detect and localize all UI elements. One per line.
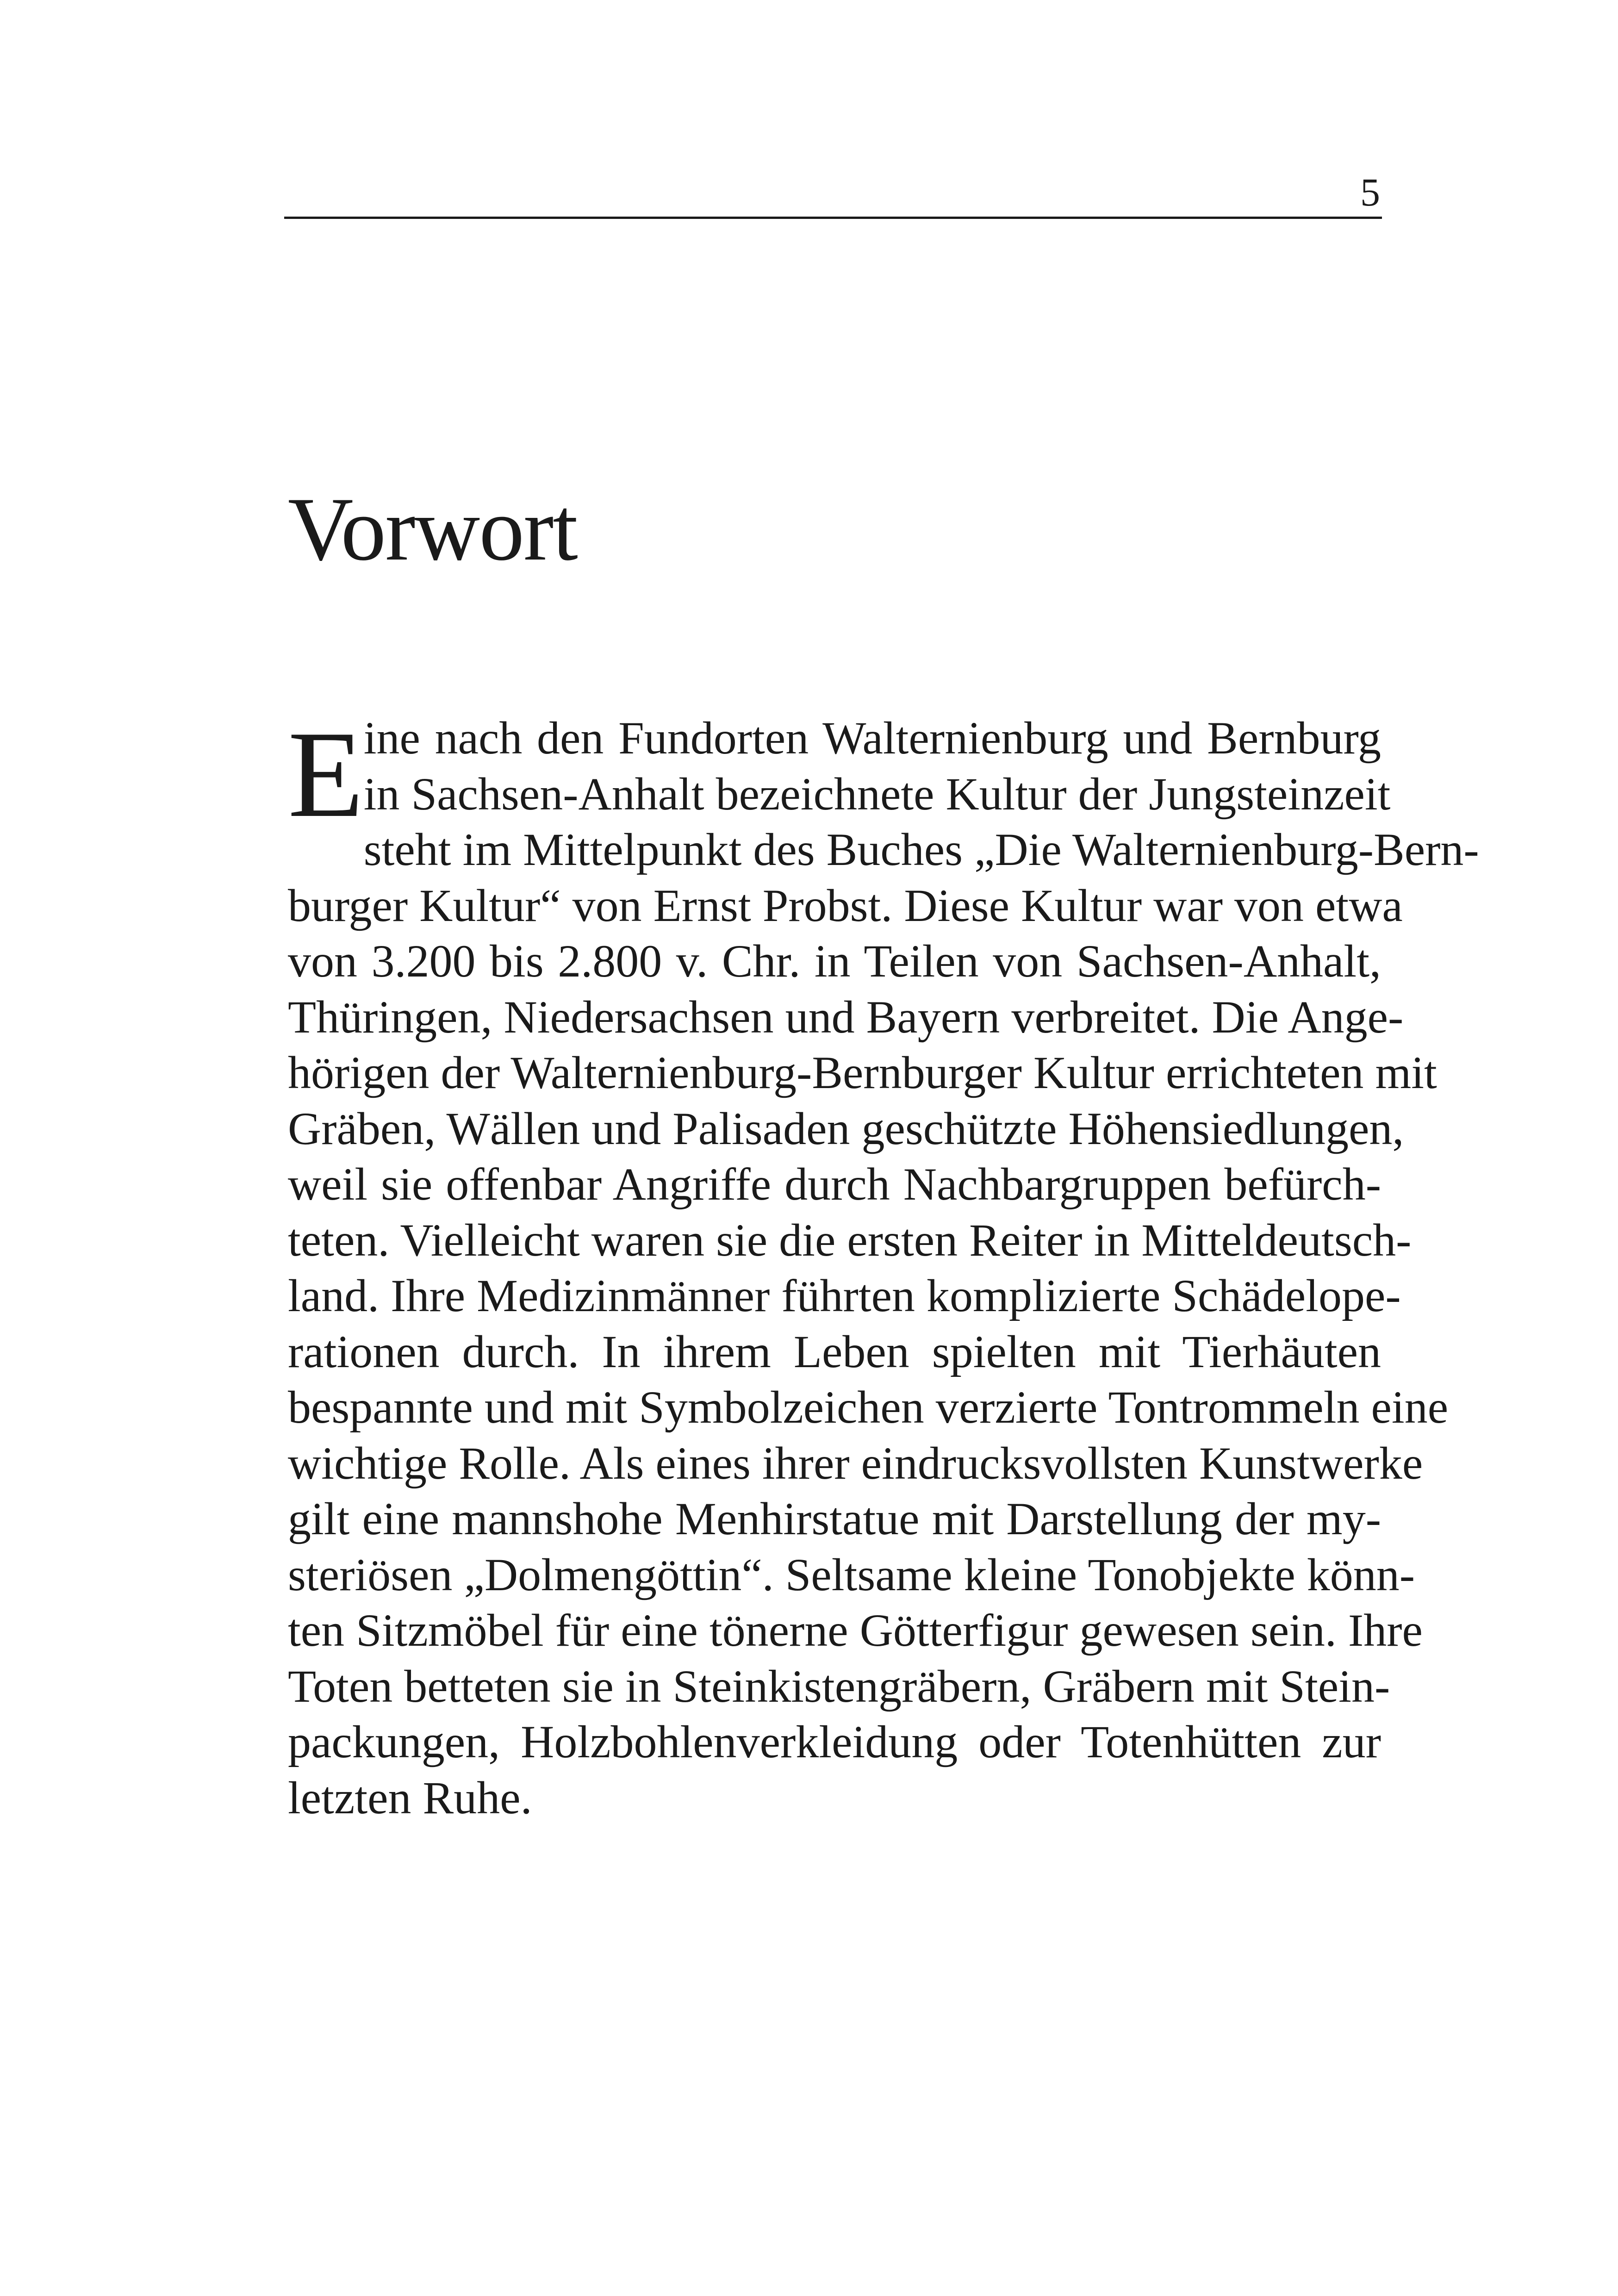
text-line: steriösen „Dolmengöttin“. Seltsame kleine Tonobjekte könn- [288,1549,1415,1600]
text-line: weil sie offenbar Angriffe durch Nachbargruppen befürch- [288,1158,1381,1210]
text-line: in Sachsen-Anhalt bezeichnete Kultur der Jungsteinzeit [363,768,1391,820]
header-rule [284,217,1382,219]
text-line: ten Sitzmöbel für eine tönerne Götterfigur gewesen sein. Ihre [288,1605,1423,1656]
body-paragraph [288,705,1479,1826]
page-number: 5 [1360,170,1380,214]
text-line: Toten betteten sie in Steinkistengräbern, Gräbern mit Stein- [288,1660,1390,1712]
text-line: Gräben, Wällen und Palisaden geschützte Höhensiedlungen, [288,1102,1404,1154]
text-line: wichtige Rolle. Als eines ihrer eindrucksvollsten Kunstwerke [288,1437,1423,1489]
text-line: gilt eine mannshohe Menhirstatue mit Darstellung der my- [288,1493,1381,1544]
text-line: steht im Mittelpunkt des Buches „Die Walternienburg-Bern- [363,824,1479,875]
text-line: hörigen der Walternienburg-Bernburger Kultur errichteten mit [288,1047,1437,1098]
text-line: von 3.200 bis 2.800 v. Chr. in Teilen von Sachsen-Anhalt, [288,935,1381,987]
text-line: packungen, Holzbohlenverkleidung oder Totenhütten zur [288,1716,1381,1767]
text-line: Thüringen, Niedersachsen und Bayern verbreitet. Die Ange- [288,991,1404,1043]
text-line: bespannte und mit Symbolzeichen verzierte Tontrommeln eine [288,1381,1449,1433]
drop-cap: E [288,705,364,843]
text-line: ine nach den Fundorten Walternienburg und Bernburg [363,712,1381,764]
text-line: rationen durch. In ihrem Leben spielten mit Tierhäuten [288,1325,1381,1377]
text-line: teten. Vielleicht waren sie die ersten Reiter in Mitteldeutsch- [288,1214,1412,1266]
text-line: letzten Ruhe. [288,1772,532,1823]
text-line: burger Kultur“ von Ernst Probst. Diese Kultur war von etwa [288,879,1403,931]
text-line: land. Ihre Medizinmänner führten komplizierte Schädelope- [288,1270,1401,1321]
chapter-title: Vorwort [288,479,577,579]
